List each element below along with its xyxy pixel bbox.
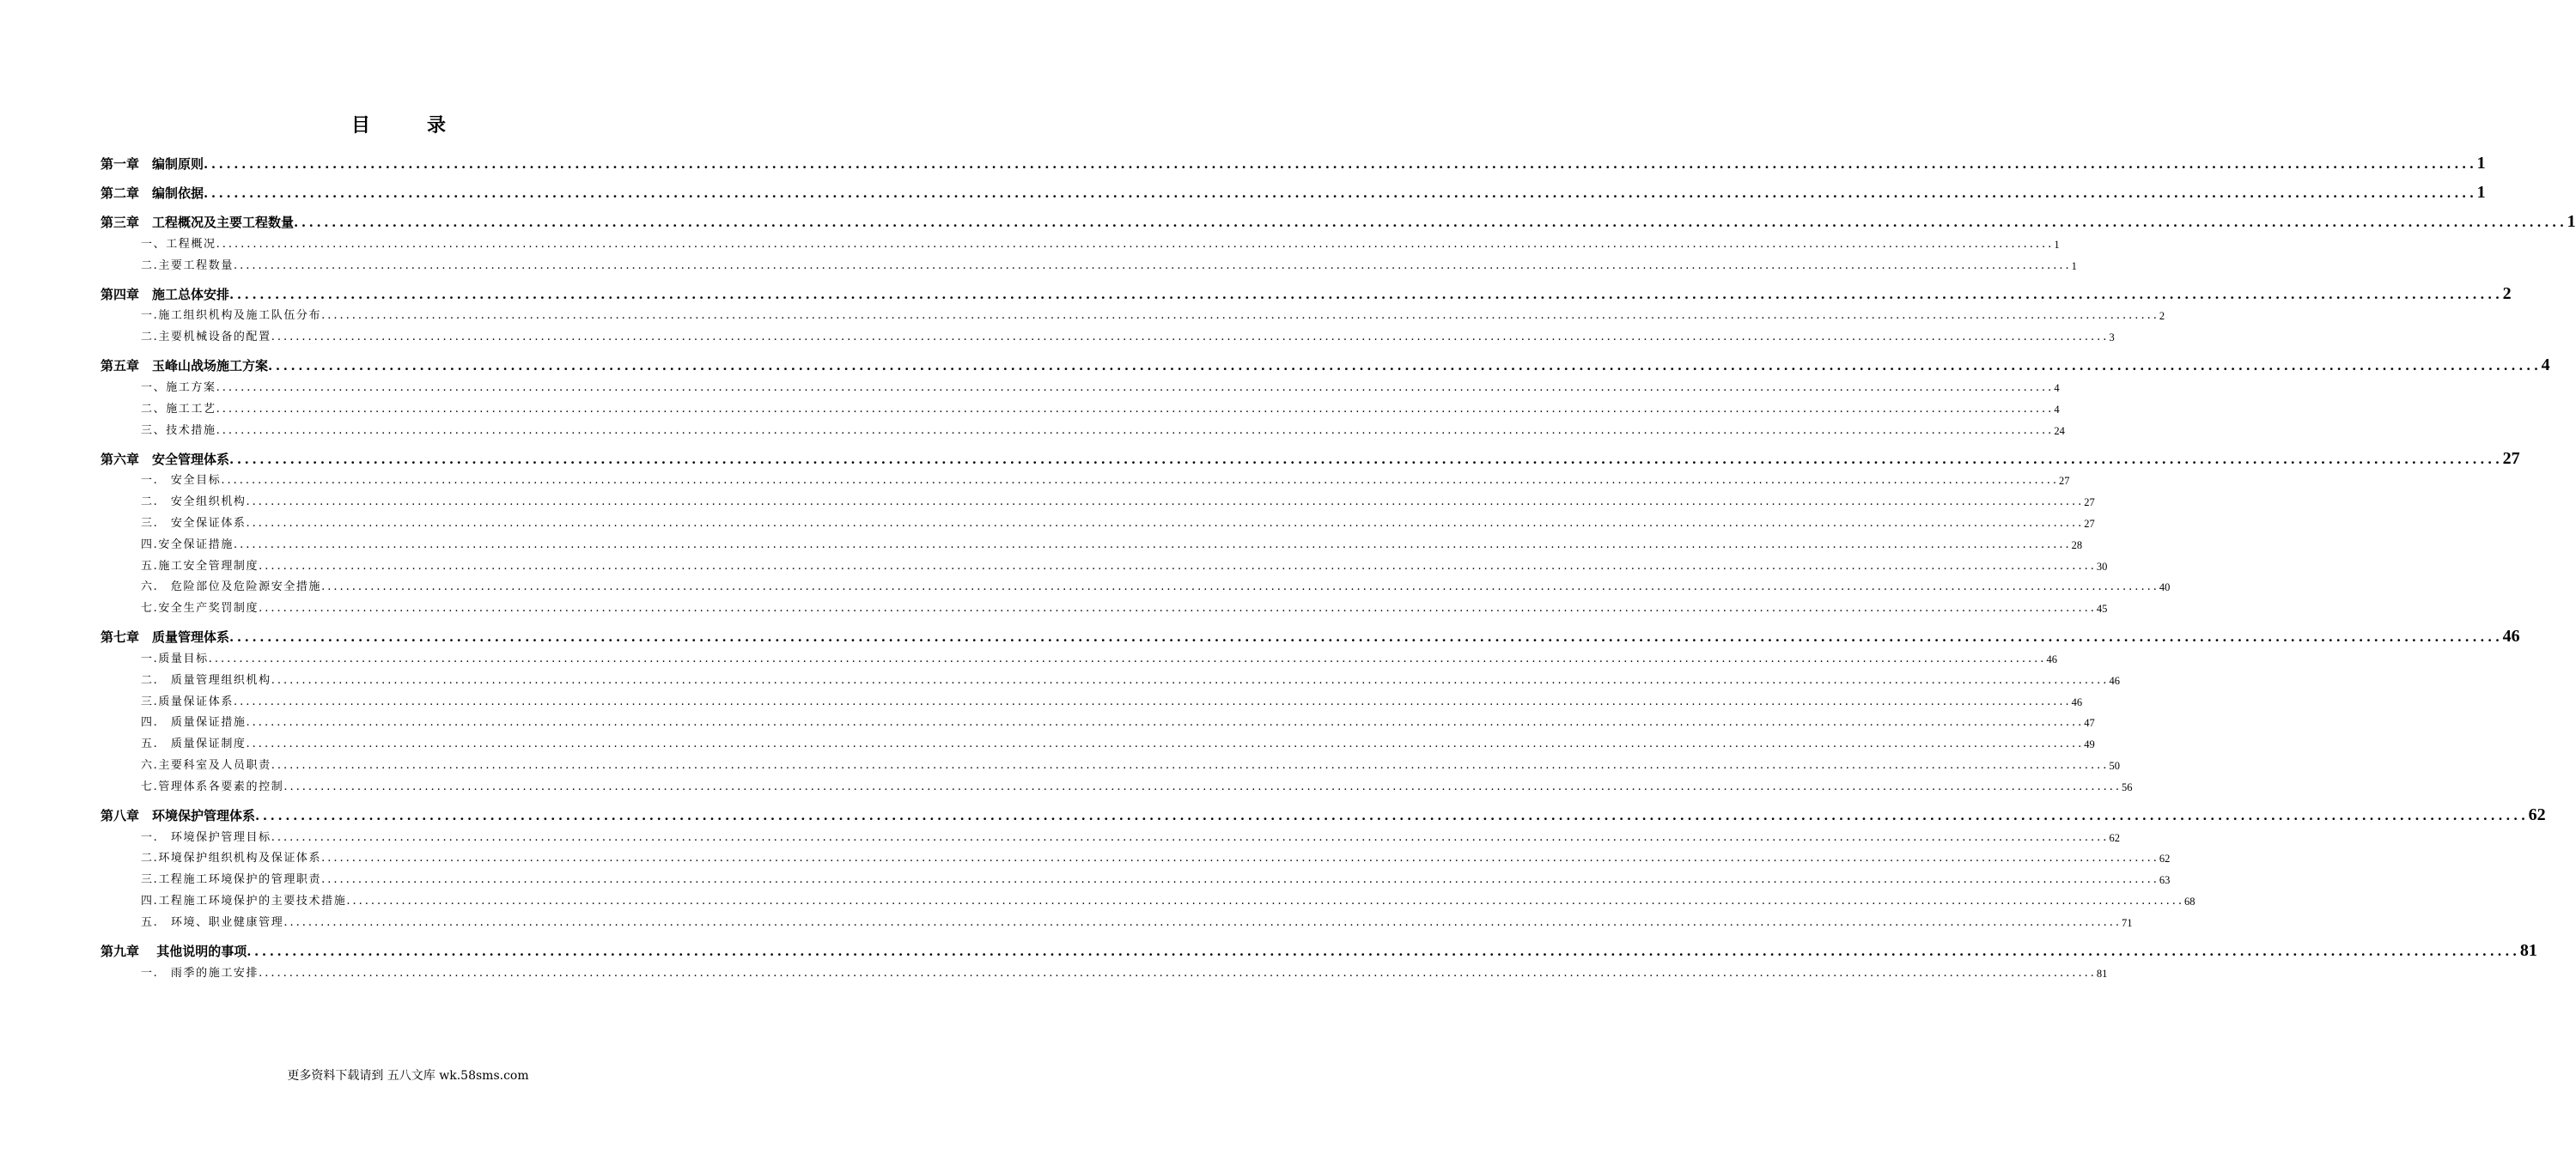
page-title: 目 录 <box>350 114 465 137</box>
toc-entry-label: 二、施工工艺 <box>141 402 216 416</box>
toc-page-number: 68 <box>2184 895 2195 908</box>
toc-entry-label: 一.施工组织机构及施工队伍分布 <box>141 309 322 323</box>
toc-dot-leader: ............................................................................................................................................................................................................................................................................................................ <box>283 780 2122 793</box>
toc-dot-leader: ............................................................................................................................................................................................................................................................................................................ <box>229 629 2503 646</box>
toc-page-number: 30 <box>2096 560 2108 573</box>
toc-section-entry[interactable] <box>100 774 2133 795</box>
toc-page-number: 24 <box>2054 424 2065 437</box>
toc-section-entry[interactable] <box>100 731 2095 752</box>
toc-section-entry[interactable] <box>100 960 2108 981</box>
toc-page-number: 62 <box>2159 853 2171 866</box>
toc-page-number: 4 <box>2054 381 2060 394</box>
toc-dot-leader: ............................................................................................................................................................................................................................................................................................................ <box>259 602 2097 616</box>
toc-dot-leader: ............................................................................................................................................................................................................................................................................................................ <box>321 852 2159 866</box>
toc-page-number: 1 <box>2476 154 2486 173</box>
toc-section-entry[interactable] <box>100 252 2077 274</box>
toc-dot-leader: ............................................................................................................................................................................................................................................................................................................ <box>246 495 2085 509</box>
toc-page-number: 2 <box>2159 310 2165 323</box>
toc-section-entry[interactable] <box>100 667 2120 689</box>
toc-entry-label: 第五章 玉峰山战场施工方案 <box>100 358 269 374</box>
toc-page-number: 1 <box>2054 238 2060 251</box>
toc-section-entry[interactable] <box>100 417 2065 439</box>
toc-entry-label: 五. 质量保证制度 <box>141 738 247 751</box>
toc-section-entry[interactable] <box>100 396 2060 417</box>
toc-page-number: 1 <box>2071 259 2077 272</box>
toc-dot-leader: ............................................................................................................................................................................................................................................................................................................ <box>247 943 2520 959</box>
toc-entry-label: 四.工程施工环境保护的主要技术措施 <box>141 894 347 908</box>
toc-entry-label: 二. 质量管理组织机构 <box>141 673 271 687</box>
toc-section-entry[interactable] <box>100 689 2083 710</box>
toc-section-entry[interactable] <box>100 595 2108 616</box>
toc-dot-leader: ............................................................................................................................................................................................................................................................................................................ <box>271 830 2110 844</box>
toc-page-number: 1 <box>2476 183 2486 202</box>
toc-page-number: 27 <box>2084 496 2095 509</box>
toc-page-number: 40 <box>2159 581 2171 594</box>
toc-dot-leader: ............................................................................................................................................................................................................................................................................................................ <box>204 156 2477 172</box>
toc-entry-label: 第一章 编制原则 <box>100 156 204 172</box>
toc-dot-leader: ............................................................................................................................................................................................................................................................................................................ <box>216 380 2055 394</box>
toc-section-entry[interactable] <box>100 231 2060 252</box>
toc-chapter-entry[interactable] <box>100 616 2520 647</box>
toc-dot-leader: ............................................................................................................................................................................................................................................................................................................ <box>259 966 2097 980</box>
toc-page-number: 4 <box>2541 355 2550 375</box>
toc-section-entry[interactable] <box>100 324 2115 345</box>
toc-entry-label: 第三章 工程概况及主要工程数量 <box>100 215 295 230</box>
toc-section-entry[interactable] <box>100 531 2083 553</box>
toc-page-number: 47 <box>2084 717 2095 730</box>
toc-entry-label: 一、施工方案 <box>141 380 216 394</box>
toc-dot-leader: ............................................................................................................................................................................................................................................................................................................ <box>268 358 2542 374</box>
toc-entry-label: 二.主要机械设备的配置 <box>141 331 271 344</box>
toc-entry-label: 第二章 编制依据 <box>100 185 204 201</box>
toc-entry-label: 六.主要科室及人员职责 <box>141 758 271 772</box>
toc-entry-label: 一. 雨季的施工安排 <box>141 966 259 980</box>
toc-section-entry[interactable] <box>100 846 2171 867</box>
toc-entry-label: 第八章 环境保护管理体系 <box>100 807 256 823</box>
toc-dot-leader: ............................................................................................................................................................................................................................................................................................................ <box>259 559 2097 573</box>
toc-page-number: 45 <box>2096 603 2108 616</box>
toc-chapter-entry[interactable] <box>100 795 2546 824</box>
toc-dot-leader: ............................................................................................................................................................................................................................................................................................................ <box>321 309 2159 323</box>
toc-section-entry[interactable] <box>100 646 2057 667</box>
toc-dot-leader: ............................................................................................................................................................................................................................................................................................................ <box>246 516 2085 530</box>
toc-section-entry[interactable] <box>100 752 2120 774</box>
toc-entry-label: 七.安全生产奖罚制度 <box>141 602 259 616</box>
toc-page-number: 50 <box>2109 759 2120 772</box>
toc-dot-leader: ............................................................................................................................................................................................................................................................................................................ <box>233 538 2072 551</box>
toc-dot-leader: ............................................................................................................................................................................................................................................................................................................ <box>246 716 2085 730</box>
toc-entry-label: 一、工程概况 <box>141 237 216 251</box>
toc-dot-leader: ............................................................................................................................................................................................................................................................................................................ <box>216 402 2055 416</box>
toc-chapter-entry[interactable] <box>100 439 2520 468</box>
toc-entry-label: 五. 环境、职业健康管理 <box>141 915 284 929</box>
toc-entry-label: 六. 危险部位及危险源安全措施 <box>141 580 322 594</box>
toc-section-entry[interactable] <box>100 909 2133 931</box>
toc-page-number: 4 <box>2054 403 2060 416</box>
toc-page-number: 63 <box>2159 874 2171 887</box>
toc-entry-label: 三. 安全保证体系 <box>141 516 247 530</box>
toc-section-entry[interactable] <box>100 710 2095 732</box>
toc-dot-leader: ............................................................................................................................................................................................................................................................................................................ <box>271 673 2110 687</box>
toc-dot-leader: ............................................................................................................................................................................................................................................................................................................ <box>246 738 2085 751</box>
toc-section-entry[interactable] <box>100 510 2095 531</box>
toc-dot-leader: ............................................................................................................................................................................................................................................................................................................ <box>208 652 2047 665</box>
toc-entry-label: 第六章 安全管理体系 <box>100 451 230 467</box>
toc-page-number: 81 <box>2519 940 2537 960</box>
toc-section-entry[interactable] <box>100 489 2095 510</box>
toc-entry-label: 四.安全保证措施 <box>141 538 234 551</box>
toc-dot-leader: ............................................................................................................................................................................................................................................................................................................ <box>271 758 2110 772</box>
footer-note: 更多资料下载请到 五八文库 wk.58sms.com <box>287 1069 529 1083</box>
toc-page-number: 62 <box>2528 805 2546 824</box>
toc-entry-label: 三、技术措施 <box>141 423 216 437</box>
toc-page-number: 81 <box>2096 967 2108 980</box>
toc-dot-leader: ............................................................................................................................................................................................................................................................................................................ <box>229 451 2503 467</box>
toc-dot-leader: ............................................................................................................................................................................................................................................................................................................ <box>221 474 2060 488</box>
toc-page-number: 1 <box>2567 212 2576 231</box>
toc-page-number: 27 <box>2084 517 2095 530</box>
toc-entry-label: 三.工程施工环境保护的管理职责 <box>141 873 322 887</box>
toc-dot-leader: ............................................................................................................................................................................................................................................................................................................ <box>233 258 2072 272</box>
toc-chapter-entry[interactable] <box>100 202 2576 231</box>
toc-section-entry[interactable] <box>100 303 2165 325</box>
toc-page-number: 27 <box>2502 448 2520 468</box>
toc-page-number: 28 <box>2071 538 2083 551</box>
toc-dot-leader: ............................................................................................................................................................................................................................................................................................................ <box>233 695 2072 708</box>
toc-section-entry[interactable] <box>100 866 2171 888</box>
toc-dot-leader: ............................................................................................................................................................................................................................................................................................................ <box>255 807 2529 823</box>
toc-entry-label: 二. 安全组织机构 <box>141 495 247 509</box>
toc-entry-label: 二.主要工程数量 <box>141 258 234 272</box>
toc-page-number: 3 <box>2109 331 2115 344</box>
toc-page-number: 49 <box>2084 738 2095 751</box>
toc-dot-leader: ............................................................................................................................................................................................................................................................................................................ <box>346 894 2185 908</box>
toc-page-number: 46 <box>2109 674 2120 687</box>
toc-entry-label: 第七章 质量管理体系 <box>100 629 230 646</box>
toc-entry-label: 一.质量目标 <box>141 652 209 665</box>
toc-page-number: 46 <box>2502 627 2520 647</box>
toc-page-number: 56 <box>2122 780 2133 793</box>
toc-page-number: 62 <box>2109 831 2120 844</box>
toc-section-entry[interactable] <box>100 374 2060 396</box>
toc-page-number: 2 <box>2502 283 2512 303</box>
toc-chapter-entry[interactable] <box>100 274 2512 303</box>
toc-entry-label: 第四章 施工总体安排 <box>100 286 230 302</box>
toc-chapter-entry[interactable] <box>100 173 2486 202</box>
toc-dot-leader: ............................................................................................................................................................................................................................................................................................................ <box>283 915 2122 929</box>
toc-entry-label: 七.管理体系各要素的控制 <box>141 780 284 793</box>
toc-chapter-entry[interactable] <box>100 345 2550 375</box>
toc-page-number: 71 <box>2122 916 2133 929</box>
toc-chapter-entry[interactable] <box>100 143 2486 173</box>
toc-section-entry[interactable] <box>100 824 2120 846</box>
toc-entry-label: 第九章 其他说明的事项 <box>100 943 247 959</box>
toc-section-entry[interactable] <box>100 553 2108 574</box>
toc-dot-leader: ............................................................................................................................................................................................................................................................................................................ <box>321 580 2159 594</box>
toc-dot-leader: ............................................................................................................................................................................................................................................................................................................ <box>204 185 2477 201</box>
toc-dot-leader: ............................................................................................................................................................................................................................................................................................................ <box>321 873 2159 887</box>
toc-dot-leader: ............................................................................................................................................................................................................................................................................................................ <box>294 215 2567 230</box>
table-of-contents <box>100 143 2576 981</box>
toc-chapter-entry[interactable] <box>100 931 2537 960</box>
toc-dot-leader: ............................................................................................................................................................................................................................................................................................................ <box>229 286 2503 302</box>
toc-dot-leader: ............................................................................................................................................................................................................................................................................................................ <box>216 237 2055 251</box>
toc-entry-label: 二.环境保护组织机构及保证体系 <box>141 852 322 866</box>
toc-entry-label: 四. 质量保证措施 <box>141 716 247 730</box>
toc-dot-leader: ............................................................................................................................................................................................................................................................................................................ <box>271 331 2110 344</box>
toc-entry-label: 三.质量保证体系 <box>141 695 234 708</box>
toc-section-entry[interactable] <box>100 574 2171 596</box>
toc-section-entry[interactable] <box>100 888 2195 909</box>
toc-page-number: 46 <box>2071 695 2083 708</box>
toc-entry-label: 五.施工安全管理制度 <box>141 559 259 573</box>
toc-page-number: 46 <box>2046 653 2057 665</box>
toc-page-number: 27 <box>2059 475 2070 488</box>
toc-entry-label: 一. 安全目标 <box>141 474 222 488</box>
toc-entry-label: 一. 环境保护管理目标 <box>141 830 271 844</box>
toc-dot-leader: ............................................................................................................................................................................................................................................................................................................ <box>216 423 2055 437</box>
toc-section-entry[interactable] <box>100 468 2070 489</box>
